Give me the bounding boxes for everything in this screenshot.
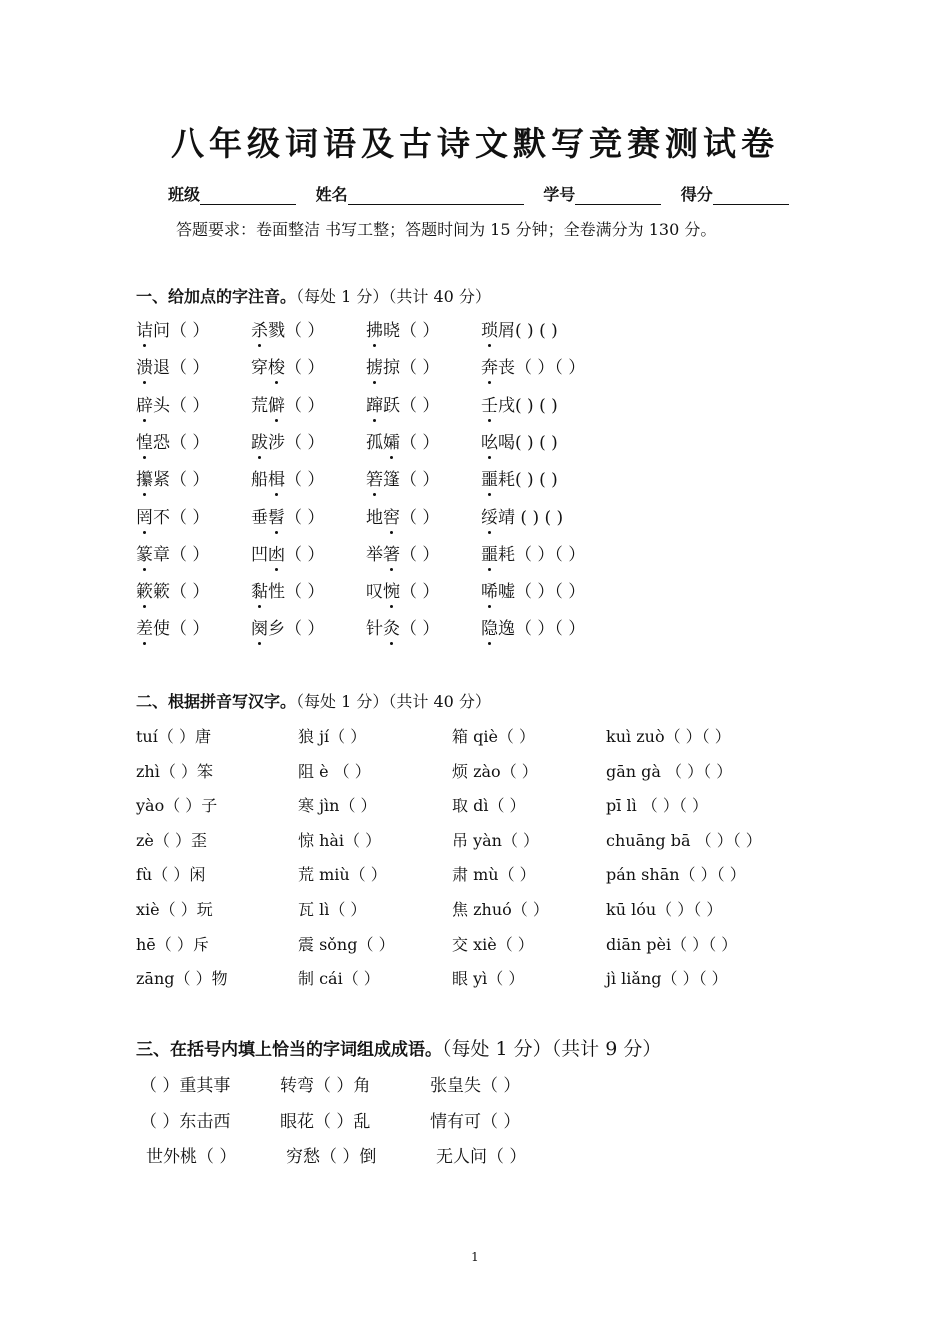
dotted-char: 阕 <box>251 614 268 639</box>
dotted-char: 簌 <box>136 577 153 602</box>
pinyin-item[interactable] <box>136 465 209 490</box>
dotted-char: 隐 <box>481 614 498 639</box>
item-text: 不（ ） <box>153 507 210 528</box>
dotted-char: 噩 <box>481 465 498 490</box>
hanzi-item[interactable]: xiè（ ）玩 <box>136 900 213 919</box>
hanzi-item[interactable]: chuāng bā （ ）（ ） <box>606 830 762 850</box>
item-text: 嘘（ ）（ ） <box>498 582 586 603</box>
section1-title <box>136 284 491 307</box>
item-text: 喝( ) ( ) <box>498 432 558 453</box>
pinyin-item-row <box>136 465 836 495</box>
dotted-char: 噩 <box>481 540 498 565</box>
item-text: （ ） <box>400 432 440 453</box>
dotted-char: 绥 <box>481 503 498 528</box>
dotted-char: 惋 <box>383 577 400 602</box>
pinyin-item[interactable] <box>251 391 324 416</box>
idiom-item[interactable]: 转弯（ ）角 <box>280 1076 371 1096</box>
item-text: （ ） <box>285 395 325 416</box>
pinyin-item[interactable] <box>251 503 324 528</box>
hanzi-item[interactable]: fù（ ）闲 <box>136 865 206 885</box>
hanzi-item[interactable]: 眼 yì（ ） <box>452 969 525 989</box>
hanzi-item-row <box>136 828 826 858</box>
pinyin-item[interactable] <box>366 428 439 453</box>
pinyin-item[interactable] <box>366 353 439 378</box>
hanzi-item[interactable]: jì liǎng（ ）（ ） <box>606 969 728 989</box>
hanzi-item-row <box>136 862 826 892</box>
dotted-char: 掳 <box>366 353 383 378</box>
item-text: 孤 <box>366 432 383 453</box>
item-text: 荒 <box>251 395 268 416</box>
dotted-char: 蹿 <box>366 391 383 416</box>
hanzi-item[interactable]: 吊 yàn（ ） <box>452 830 540 850</box>
item-text: （ ） <box>400 544 440 565</box>
dotted-char: 跋 <box>251 428 268 453</box>
pinyin-item-row <box>136 428 836 458</box>
pinyin-item[interactable] <box>136 428 209 453</box>
hanzi-item[interactable]: pī lì （ ）（ ） <box>606 796 708 816</box>
pinyin-item-row <box>136 577 836 607</box>
name-label: 姓名 <box>315 185 348 204</box>
dotted-char: 窖 <box>383 503 400 528</box>
item-text: 屑( ) ( ) <box>498 321 558 341</box>
pinyin-item[interactable] <box>251 316 324 341</box>
hanzi-item-row <box>136 793 826 823</box>
pinyin-item[interactable] <box>481 391 558 416</box>
pinyin-item[interactable] <box>251 540 324 565</box>
item-text: 地 <box>366 507 383 528</box>
pinyin-item[interactable] <box>136 540 209 565</box>
pinyin-item[interactable] <box>136 614 209 639</box>
item-text: 耗( ) ( ) <box>498 470 558 491</box>
dotted-char: 琐 <box>481 316 498 341</box>
section3-title <box>136 1034 661 1061</box>
item-text: 簌（ ） <box>153 582 210 603</box>
student-info-line <box>168 182 789 205</box>
item-text: 紧（ ） <box>153 470 210 491</box>
dotted-char: 差 <box>136 614 153 639</box>
pinyin-item[interactable] <box>136 577 209 602</box>
idiom-item[interactable]: 情有可（ ） <box>430 1111 521 1132</box>
page-title: 八年级词语及古诗文默写竞赛测试卷 <box>171 124 779 163</box>
pinyin-item-row <box>136 391 836 421</box>
item-text: 丧（ ）（ ） <box>498 358 586 379</box>
section2-heading: 二、根据拼音写汉字。 <box>136 692 297 711</box>
pinyin-item[interactable] <box>481 353 585 378</box>
item-text: 凹 <box>251 544 268 565</box>
idiom-item[interactable]: 眼花（ ）乱 <box>280 1111 371 1132</box>
section1-note: （每处 1 分）（共计 40 分） <box>296 287 491 306</box>
item-text: 章（ ） <box>153 544 210 565</box>
dotted-char: 杀 <box>251 316 268 341</box>
dotted-char: 惶 <box>136 428 153 453</box>
idiom-item-row <box>140 1071 740 1101</box>
idiom-item-row <box>140 1107 740 1137</box>
item-text: 晓（ ） <box>383 321 440 341</box>
dotted-char: 灸 <box>383 614 400 639</box>
item-text: 举 <box>366 544 383 565</box>
section2-note: （每处 1 分）（共计 40 分） <box>296 692 491 711</box>
idiom-item[interactable]: 穷愁（ ）倒 <box>286 1147 377 1167</box>
score-blank[interactable] <box>713 188 789 205</box>
dotted-char: 攥 <box>136 465 153 490</box>
dotted-char: 篆 <box>136 540 153 565</box>
hanzi-item[interactable]: zāng（ ）物 <box>136 969 228 989</box>
hanzi-item[interactable]: 荒 miù（ ） <box>298 865 387 885</box>
hanzi-item[interactable]: 取 dì（ ） <box>452 796 526 816</box>
pinyin-item[interactable] <box>366 465 439 490</box>
pinyin-item[interactable] <box>366 391 439 416</box>
item-text: 涉（ ） <box>268 432 325 453</box>
item-text: （ ） <box>400 619 440 640</box>
idiom-item-row <box>146 1142 746 1172</box>
item-text: 问（ ） <box>153 321 210 341</box>
page-number: 1 <box>471 1250 479 1264</box>
dotted-char: 楫 <box>268 465 285 490</box>
dotted-char: 箬 <box>366 465 383 490</box>
item-text: 戮（ ） <box>268 321 325 341</box>
item-text: 性（ ） <box>268 582 325 603</box>
item-text: （ ） <box>400 507 440 528</box>
hanzi-item-row <box>136 897 826 927</box>
hanzi-item[interactable]: 震 sǒng（ ） <box>298 934 395 954</box>
pinyin-item[interactable] <box>481 316 558 341</box>
section2-title <box>136 689 491 712</box>
item-text: 退（ ） <box>153 358 210 379</box>
pinyin-item[interactable] <box>481 503 563 528</box>
dotted-char: 唏 <box>481 577 498 602</box>
section1-heading: 一、给加点的字注音。 <box>136 287 297 306</box>
hanzi-item[interactable]: 烦 zào（ ） <box>452 761 538 781</box>
hanzi-item[interactable]: hē（ ）斥 <box>136 934 209 954</box>
dotted-char: 奔 <box>481 353 498 378</box>
pinyin-item[interactable] <box>366 316 439 341</box>
hanzi-item-row <box>136 932 826 962</box>
hanzi-item[interactable]: 寒 jìn（ ） <box>298 796 377 816</box>
pinyin-item[interactable] <box>251 428 324 453</box>
hanzi-item[interactable]: pán shān（ ）（ ） <box>606 865 746 885</box>
dotted-char: 僻 <box>268 391 285 416</box>
section3-heading: 三、在括号内填上恰当的字词组成成语。 <box>136 1040 442 1060</box>
item-text: 恐（ ） <box>153 432 210 453</box>
hanzi-item[interactable]: gān gà （ ）（ ） <box>606 761 733 781</box>
dotted-char: 箸 <box>383 540 400 565</box>
hanzi-item[interactable]: kū lóu（ ）（ ） <box>606 900 723 919</box>
item-text: （ ） <box>285 470 325 491</box>
dotted-char: 梭 <box>268 353 285 378</box>
pinyin-item-row <box>136 503 836 533</box>
section3-note: （每处 1 分）（共计 9 分） <box>442 1038 662 1060</box>
hanzi-item[interactable]: 焦 zhuó（ ） <box>452 900 549 919</box>
item-text: （ ） <box>285 358 325 379</box>
dotted-char: 黏 <box>251 577 268 602</box>
number-label: 学号 <box>543 185 576 204</box>
pinyin-item[interactable] <box>481 465 558 490</box>
item-text: （ ） <box>400 582 440 603</box>
dotted-char: 吆 <box>481 428 498 453</box>
dotted-char: 髫 <box>268 503 285 528</box>
hanzi-item[interactable]: 惊 hài（ ） <box>298 830 382 850</box>
hanzi-item[interactable]: 阻 è （ ） <box>298 761 371 781</box>
requirements: 答题要求：卷面整洁 书写工整；答题时间为 15 分钟；全卷满分为 130 分。 <box>176 220 717 239</box>
number-blank[interactable] <box>575 188 661 205</box>
class-label: 班级 <box>168 185 201 204</box>
pinyin-item[interactable] <box>251 577 324 602</box>
hanzi-item-row <box>136 724 826 754</box>
pinyin-item-row <box>136 614 836 644</box>
hanzi-item[interactable]: zhì（ ）笨 <box>136 761 213 781</box>
item-text: 针 <box>366 619 383 640</box>
pinyin-item[interactable] <box>366 503 439 528</box>
hanzi-item[interactable]: 箱 qiè（ ） <box>452 727 536 746</box>
hanzi-item[interactable]: tuí（ ）唐 <box>136 727 211 746</box>
dotted-char: 孀 <box>383 428 400 453</box>
hanzi-item-row <box>136 966 826 996</box>
idiom-item[interactable]: 张皇失（ ） <box>430 1076 521 1096</box>
hanzi-item[interactable]: diān pèi（ ）（ ） <box>606 934 738 954</box>
hanzi-item[interactable]: 狼 jí（ ） <box>298 727 367 746</box>
item-text: 逸（ ）（ ） <box>498 619 586 640</box>
idiom-item[interactable]: （ ）重其事 <box>140 1076 231 1096</box>
pinyin-item[interactable] <box>366 577 439 602</box>
pinyin-item[interactable] <box>251 614 324 639</box>
name-blank[interactable] <box>348 188 524 205</box>
pinyin-item[interactable] <box>136 353 209 378</box>
hanzi-item-row <box>136 759 826 789</box>
item-text: 乡（ ） <box>268 619 325 640</box>
item-text: 耗（ ）（ ） <box>498 544 586 565</box>
dotted-char: 凼 <box>268 540 285 565</box>
hanzi-item[interactable]: 瓦 lì（ ） <box>298 900 367 919</box>
dotted-char: 罔 <box>136 503 153 528</box>
pinyin-item[interactable] <box>136 391 209 416</box>
pinyin-item[interactable] <box>481 540 585 565</box>
item-text: （ ） <box>285 507 325 528</box>
hanzi-item[interactable]: 肃 mù（ ） <box>452 865 536 885</box>
item-text: 垂 <box>251 507 268 528</box>
item-text: 叹 <box>366 582 383 603</box>
dotted-char: 壬 <box>481 391 498 416</box>
item-text: 穿 <box>251 358 268 379</box>
pinyin-item[interactable] <box>481 428 558 453</box>
pinyin-item[interactable] <box>136 316 209 341</box>
item-text: 使（ ） <box>153 619 210 640</box>
pinyin-item-row <box>136 353 836 383</box>
pinyin-item[interactable] <box>481 577 585 602</box>
dotted-char: 拂 <box>366 316 383 341</box>
pinyin-item[interactable] <box>136 503 209 528</box>
item-text: 跃（ ） <box>383 395 440 416</box>
item-text: 头（ ） <box>153 395 210 416</box>
hanzi-item[interactable]: 制 cái（ ） <box>298 969 380 989</box>
idiom-item[interactable]: 世外桃（ ） <box>146 1147 237 1167</box>
pinyin-item[interactable] <box>481 614 585 639</box>
hanzi-item[interactable]: yào（ ）子 <box>136 796 218 816</box>
dotted-char: 诘 <box>136 316 153 341</box>
item-text: 船 <box>251 470 268 491</box>
item-text: 掠（ ） <box>383 358 440 379</box>
item-text: 靖 ( ) ( ) <box>498 507 564 528</box>
idiom-item[interactable]: 无人问（ ） <box>436 1147 527 1167</box>
item-text: （ ） <box>285 544 325 565</box>
class-blank[interactable] <box>200 188 296 205</box>
item-text: 篷（ ） <box>383 470 440 491</box>
pinyin-item[interactable] <box>366 540 439 565</box>
item-text: 戌( ) ( ) <box>498 395 558 416</box>
hanzi-item[interactable]: 交 xiè（ ） <box>452 934 534 954</box>
pinyin-item-row <box>136 540 836 570</box>
pinyin-item[interactable] <box>251 465 324 490</box>
score-label: 得分 <box>680 185 713 204</box>
hanzi-item[interactable]: zè（ ）歪 <box>136 830 207 850</box>
hanzi-item[interactable]: kuì zuò（ ）（ ） <box>606 727 731 746</box>
pinyin-item-row <box>136 316 836 346</box>
pinyin-item[interactable] <box>251 353 324 378</box>
pinyin-item[interactable] <box>366 614 439 639</box>
dotted-char: 溃 <box>136 353 153 378</box>
dotted-char: 辟 <box>136 391 153 416</box>
idiom-item[interactable]: （ ）东击西 <box>140 1111 231 1132</box>
